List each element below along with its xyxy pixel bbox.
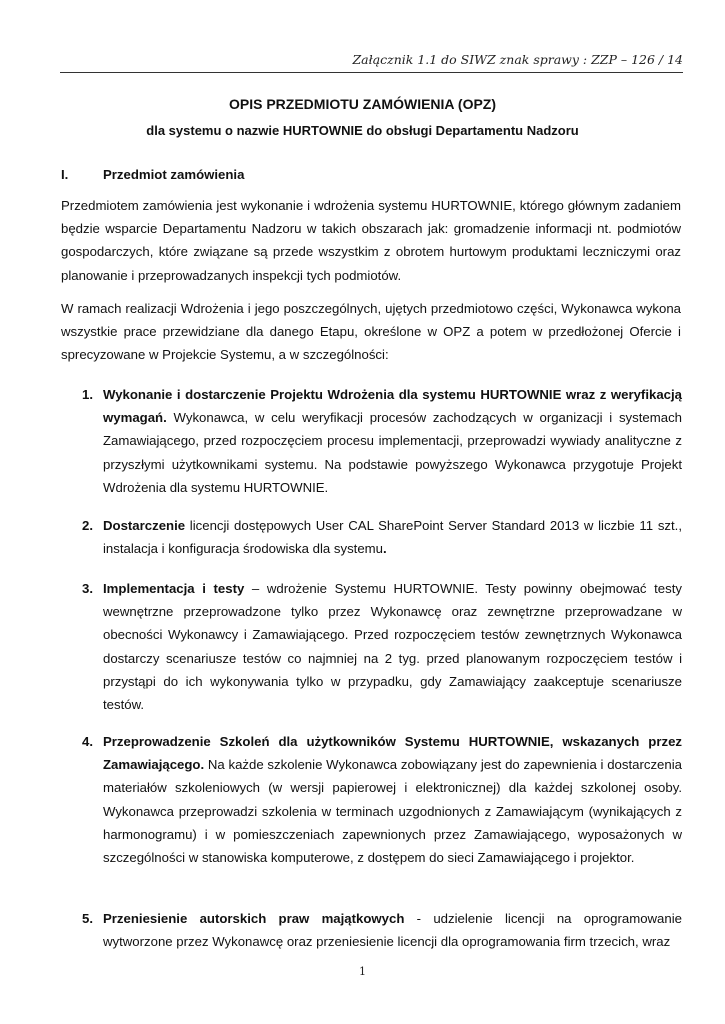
list-item-bold: Implementacja i testy	[103, 581, 245, 596]
list-item-number: 5.	[82, 911, 93, 926]
list-item-bold: Przeniesienie autorskich praw majątkowych	[103, 911, 405, 926]
list-item-bold: Wykonanie i dostarczenie Projektu Wdrożenia dla systemu HURTOWNIE wraz z weryfikacją wymagań.	[103, 387, 682, 426]
list-item-text: – wdrożenie Systemu HURTOWNIE. Testy powinny obejmować testy wewnętrzne przeprowadzone tylko przez Wykonawcę oraz zewnętrzne przeprowadzane w obecności Wykonawcy i Zamawiającego. Przed rozpoczęciem testów zewnętrznych Wykonawca dostarczy scenariusze testów co najmniej na 2 tyg. przed planowanym rozpoczęciem testów i przystąpi do ich wykonywania tylko w przypadku, gdy Zamawiający zaakceptuje scenariusze testów.	[103, 581, 682, 713]
document-subtitle: dla systemu o nazwie HURTOWNIE do obsługi Departamentu Nadzoru	[146, 123, 579, 138]
list-item-text: licencji dostępowych User CAL SharePoint Server Standard 2013 w liczbie 11 szt., instalacja i konfiguracja środowiska dla systemu	[103, 518, 682, 557]
section-number: I.	[61, 167, 69, 182]
list-item	[82, 730, 682, 869]
paragraph-1: Przedmiotem zamówienia jest wykonanie i wdrożenia systemu HURTOWNIE, którego głównym zadaniem będzie wsparcie Departamentu Nadzoru w takich obszarach jak: gromadzenie informacji nt. podmiotów gospodarczych, które związane są przede wszystkim z obrotem hurtowym produktami leczniczymi oraz planowanie i przeprowadzanych inspekcji tych podmiotów.	[61, 198, 681, 283]
list-item-bold: Przeprowadzenie Szkoleń dla użytkowników Systemu HURTOWNIE, wskazanych przez Zamawiającego.	[103, 734, 682, 773]
paragraph-2-block	[61, 297, 681, 367]
list-item-number: 2.	[82, 518, 93, 533]
attachment-header: Załącznik 1.1 do SIWZ znak sprawy : ZZP – 126 / 14	[352, 52, 683, 67]
list-item	[82, 907, 682, 953]
paragraph-1-block	[61, 194, 681, 287]
paragraph-2: W ramach realizacji Wdrożenia i jego poszczególnych, ujętych przedmiotowo części, Wykonawca wykona wszystkie prace przewidziane dla danego Etapu, określone w OPZ a potem w przedłożonej Ofercie i sprecyzowane w Projekcie Systemu, a w szczególności:	[61, 301, 681, 363]
list-item	[82, 383, 682, 499]
list-item-tail: .	[383, 541, 387, 557]
list-item-text: Na każde szkolenie Wykonawca zobowiązany jest do zapewnienia i dostarczenia materiałów szkoleniowych (w wersji papierowej i elektronicznej) dla każdej szkolonej osoby. Wykonawca przeprowadzi szkolenia w terminach uzgodnionych z Zamawiającym (wynikających z harmonogramu) i w pomieszczeniach zapewnionych przez Zamawiającego, wyposażonych w szczególności w stanowiska komputerowe, z dostępem do sieci Zamawiającego i projektor.	[103, 757, 682, 866]
list-item	[82, 577, 682, 716]
list-item	[82, 514, 682, 560]
list-item-bold: Dostarczenie	[103, 518, 186, 533]
list-item-number: 1.	[82, 387, 93, 402]
document-title: OPIS PRZEDMIOTU ZAMÓWIENIA (OPZ)	[228, 96, 497, 112]
list-item-text: Wykonawca, w celu weryfikacji procesów zachodzących w organizacji i systemach Zamawiającego, przed rozpoczęciem procesu implementacji, przeprowadzi wywiady analityczne z przyszłymi użytkownikami systemu. Na podstawie powyższego Wykonawca przygotuje Projekt Wdrożenia dla systemu HURTOWNIE.	[103, 410, 682, 495]
section-heading	[61, 167, 681, 182]
header-divider	[60, 72, 683, 73]
page-number: 1	[359, 965, 366, 978]
section-title: Przedmiot zamówienia	[103, 167, 245, 182]
list-item-text: - udzielenie licencji na oprogramowanie wytworzone przez Wykonawcę oraz przeniesienie licencji dla oprogramowania firm trzecich, wraz	[103, 911, 682, 950]
list-item-number: 3.	[82, 581, 93, 596]
list-item-number: 4.	[82, 734, 93, 749]
